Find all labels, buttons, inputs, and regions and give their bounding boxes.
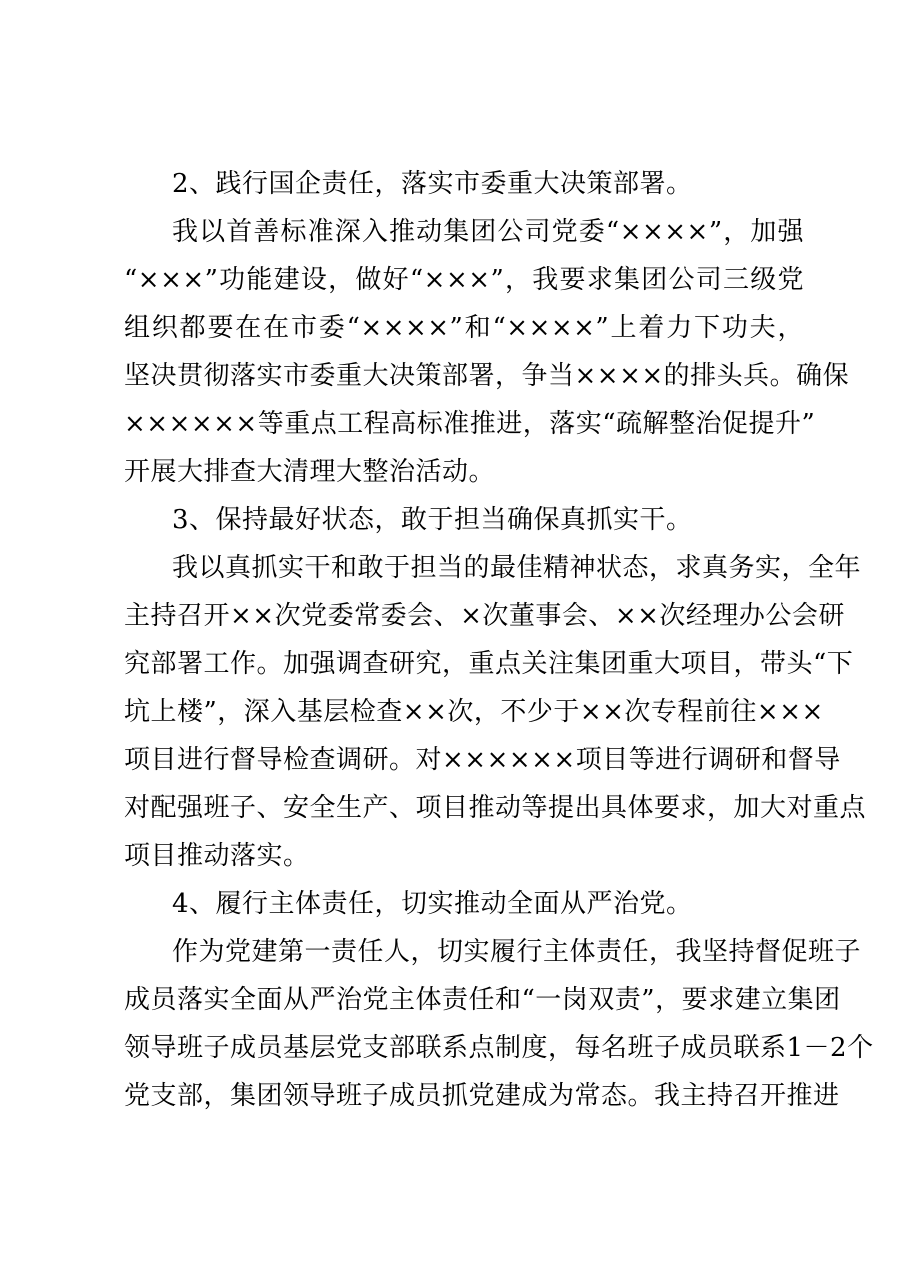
paragraph-line: “×××”功能建设，做好“×××”，我要求集团公司三级党 [124,265,804,295]
paragraph-line: ××××××等重点工程高标准推进，落实“疏解整治促提升” [124,409,816,439]
paragraph-line: 究部署工作。加强调查研究，重点关注集团重大项目，带头“下 [124,649,854,679]
paragraph-line: 领导班子成员基层党支部联系点制度，每名班子成员联系1－2个 [124,1033,874,1063]
paragraph-line: 项目推动落实。 [124,841,310,871]
paragraph-line: 开展大排查大清理大整治活动。 [124,457,496,487]
paragraph-line: 作为党建第一责任人，切实履行主体责任，我坚持督促班子 [172,937,862,967]
paragraph-line: 坑上楼”，深入基层检查××次，不少于××次专程前往××× [124,697,824,727]
heading-4: 4、履行主体责任，切实推动全面从严治党。 [172,889,693,919]
heading-2: 2、践行国企责任，落实市委重大决策部署。 [172,169,693,199]
paragraph-line: 坚决贯彻落实市委重大决策部署，争当××××的排头兵。确保 [124,361,850,391]
paragraph-line: 我以真抓实干和敢于担当的最佳精神状态，求真务实，全年 [172,553,862,583]
paragraph-line: 组织都要在在市委“××××”和“××××”上着力下功夫， [124,313,804,343]
heading-3: 3、保持最好状态，敢于担当确保真抓实干。 [172,505,693,535]
paragraph-line: 主持召开××次党委常委会、×次董事会、××次经理办公会研 [124,601,845,631]
paragraph-line: 党支部，集团领导班子成员抓党建成为常态。我主持召开推进 [124,1081,840,1111]
paragraph-line: 项目进行督导检查调研。对××××××项目等进行调研和督导 [124,745,841,775]
paragraph-line: 对配强班子、安全生产、项目推动等提出具体要求，加大对重点 [124,793,867,823]
paragraph-line: 成员落实全面从严治党主体责任和“一岗双责”，要求建立集团 [124,985,841,1015]
paragraph-line: 我以首善标准深入推动集团公司党委“××××”，加强 [172,217,804,247]
